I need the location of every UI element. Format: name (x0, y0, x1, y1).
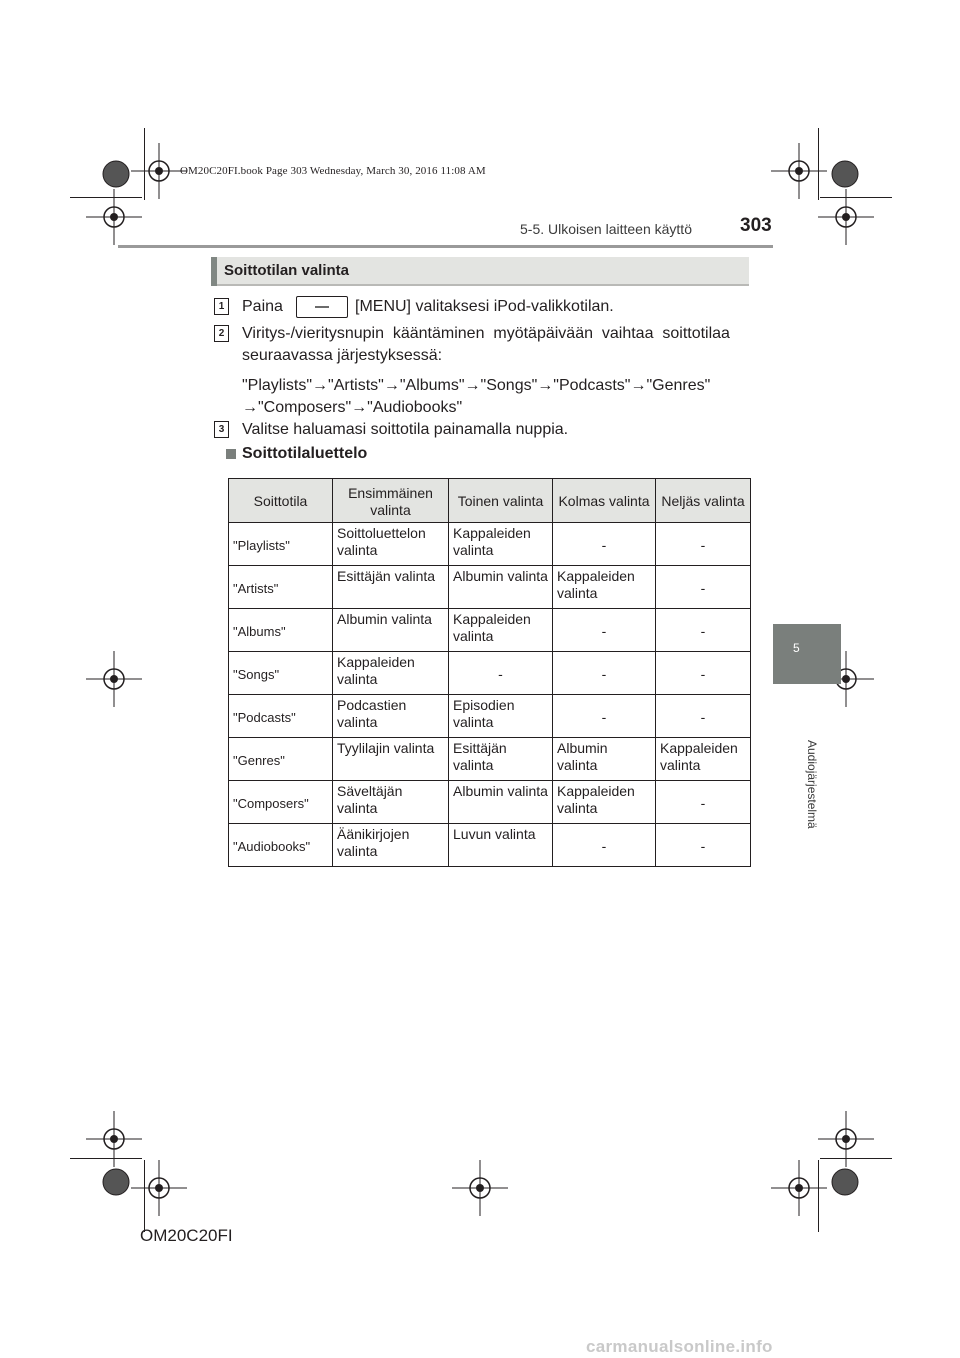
sunburst-mark (831, 160, 859, 188)
table-cell: Podcastien valinta (333, 695, 449, 738)
registration-mark (86, 189, 142, 245)
registration-mark (452, 1160, 508, 1216)
header-rule (118, 245, 773, 248)
table-cell: - (553, 695, 656, 738)
table-row (229, 695, 751, 738)
table-cell: Albumin valinta (553, 738, 656, 781)
table-cell: - (553, 824, 656, 867)
subheading: Soittotilaluettelo (242, 445, 368, 462)
table-cell: - (553, 652, 656, 695)
table-cell: - (656, 695, 751, 738)
table-cell: Luvun valinta (449, 824, 553, 867)
bullet-square-icon (226, 449, 236, 459)
registration-mark (818, 189, 874, 245)
table-cell: Albumin valinta (449, 566, 553, 609)
step-2-sequence-1: "Playlists"→"Artists"→"Albums"→"Songs"→"Podcasts"→"Genres" (242, 377, 711, 394)
table-cell: Episodien valinta (449, 695, 553, 738)
table-cell: "Playlists" (229, 523, 333, 566)
table-cell: Kappaleiden valinta (656, 738, 751, 781)
registration-mark (131, 1160, 187, 1216)
table-cell: Albumin valinta (333, 609, 449, 652)
table-row (229, 824, 751, 867)
chapter-number: 5 (793, 641, 800, 655)
table-header: Kolmas valinta (553, 479, 656, 523)
table-cell: "Podcasts" (229, 695, 333, 738)
table-cell: - (553, 609, 656, 652)
registration-mark (86, 1111, 142, 1167)
table-header: Soittotila (229, 479, 333, 523)
table-row (229, 652, 751, 695)
registration-mark (86, 651, 142, 707)
step-number: 3 (214, 421, 229, 438)
table-cell: Esittäjän valinta (333, 566, 449, 609)
table-cell: - (656, 609, 751, 652)
table-cell: - (656, 781, 751, 824)
table-header: Neljäs valinta (656, 479, 751, 523)
footer-code: OM20C20FI (140, 1226, 233, 1245)
table-cell: Kappaleiden valinta (553, 781, 656, 824)
table-row (229, 609, 751, 652)
table-cell: - (656, 566, 751, 609)
table-cell: "Genres" (229, 738, 333, 781)
table-cell: Tyylilajin valinta (333, 738, 449, 781)
step-2-line2: seuraavassa järjestyksessä: (242, 347, 443, 364)
registration-mark (818, 1111, 874, 1167)
table-row (229, 781, 751, 824)
table-cell: Esittäjän valinta (449, 738, 553, 781)
step-2-line1: Viritys-/vieritysnupin kääntäminen myötäpäivään vaihtaa soittotilaa (242, 325, 730, 342)
step-2-sequence-2: →"Composers"→"Audiobooks" (242, 399, 463, 416)
table-cell: Kappaleiden valinta (333, 652, 449, 695)
step-1-before: Paina (242, 298, 283, 315)
table-cell: - (553, 523, 656, 566)
page-title: Soittotilan valinta (224, 262, 350, 279)
table-cell: Kappaleiden valinta (553, 566, 656, 609)
table-cell: Säveltäjän valinta (333, 781, 449, 824)
chapter-label: Audiojärjestelmä (805, 740, 819, 829)
table-header: Toinen valinta (449, 479, 553, 523)
step-number: 1 (214, 298, 229, 315)
table-row (229, 738, 751, 781)
page-number: 303 (740, 215, 772, 236)
table-cell: "Artists" (229, 566, 333, 609)
book-info: OM20C20FI.book Page 303 Wednesday, March 30, 2016 11:08 AM (180, 165, 486, 177)
mode-table (228, 478, 751, 867)
table-cell: Kappaleiden valinta (449, 523, 553, 566)
table-cell: - (449, 652, 553, 695)
registration-mark (771, 1160, 827, 1216)
table-row (229, 523, 751, 566)
table-cell: Äänikirjojen valinta (333, 824, 449, 867)
table-cell: "Songs" (229, 652, 333, 695)
table-cell: - (656, 652, 751, 695)
menu-button-icon (296, 296, 348, 318)
sunburst-mark (102, 1168, 130, 1196)
table-cell: Soittoluettelon valinta (333, 523, 449, 566)
step-1-after: [MENU] valitaksesi iPod-valikkotilan. (355, 298, 614, 315)
table-cell: Kappaleiden valinta (449, 609, 553, 652)
watermark: carmanualsonline.info (586, 1337, 773, 1356)
step-3-text: Valitse haluamasi soittotila painamalla nuppia. (242, 421, 569, 438)
table-cell: Albumin valinta (449, 781, 553, 824)
table-cell: "Audiobooks" (229, 824, 333, 867)
chapter-tab (773, 624, 841, 684)
table-header: Ensimmäinen valinta (333, 479, 449, 523)
step-number: 2 (214, 325, 229, 342)
sunburst-mark (831, 1168, 859, 1196)
table-header-row (229, 479, 751, 523)
sunburst-mark (102, 160, 130, 188)
table-cell: - (656, 824, 751, 867)
table-cell: "Albums" (229, 609, 333, 652)
table-cell: - (656, 523, 751, 566)
table-row (229, 566, 751, 609)
section-title: 5-5. Ulkoisen laitteen käyttö (520, 221, 692, 237)
table-cell: "Composers" (229, 781, 333, 824)
